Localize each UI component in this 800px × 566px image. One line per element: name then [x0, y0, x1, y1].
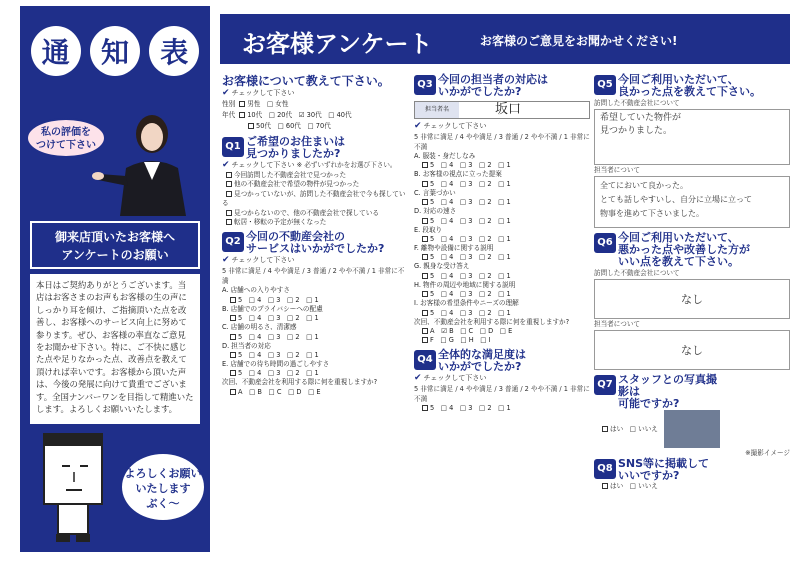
- q3-next-options-1[interactable]: [414, 327, 590, 336]
- q2-check-text: チェックして下さい: [231, 256, 295, 265]
- q3-item: C. 言葉づかい: [414, 188, 456, 197]
- q1-note: ※ 必ずいずれかをお選び下さい。: [296, 161, 397, 169]
- checkbox[interactable]: [422, 405, 428, 411]
- q3-item: A. 服装・身だしなみ: [414, 152, 476, 160]
- scale-labels: 5 □ 4 □ 3 □ 2 □ 1: [238, 332, 319, 341]
- q4-scale[interactable]: [414, 404, 590, 413]
- q2-scale[interactable]: [222, 351, 410, 360]
- checkbox[interactable]: [422, 236, 428, 242]
- checkbox[interactable]: [422, 310, 428, 316]
- rate-me-line-1: 私の評価を: [41, 127, 91, 138]
- survey-title: お客様アンケート: [242, 30, 433, 58]
- scale-labels: 5 □ 4 □ 3 □ 2 □ 1: [430, 198, 511, 207]
- q2-item: A. 店舗への入りやすさ: [222, 286, 290, 295]
- q8-title-line-2: いいですか?: [618, 469, 680, 482]
- q7-badge: Q7: [594, 375, 616, 395]
- q3-item: F. 離物や設備に関する説明: [414, 244, 494, 253]
- age-checkbox-2[interactable]: [248, 123, 254, 129]
- q2-scale-hint: 5 非常に満足 / 4 やや満足 / 3 普通 / 2 やや不満 / 1 非常に不満: [222, 267, 405, 286]
- q5-company-line: 希望していた物件が: [600, 113, 682, 123]
- survey-subtitle: お客様のご意見をお聞かせください!: [480, 34, 678, 48]
- q8-option-labels: はい □ いいえ: [610, 482, 658, 490]
- checkbox[interactable]: [422, 273, 428, 279]
- q3-scale[interactable]: [414, 290, 590, 299]
- q3-scale[interactable]: [414, 235, 590, 244]
- next-option-labels: F □ G □ H □ I: [430, 336, 491, 345]
- age-checkbox[interactable]: [239, 112, 245, 118]
- gender-checkbox[interactable]: [239, 101, 245, 107]
- next-option-labels: A □ B □ C □ D □ E: [238, 387, 321, 396]
- checkbox[interactable]: [230, 315, 236, 321]
- q2-scale[interactable]: [222, 296, 410, 305]
- scale-labels: 5 □ 4 □ 3 □ 2 □ 1: [430, 179, 511, 188]
- scale-labels: 5 □ 4 □ 3 □ 2 □ 1: [238, 351, 319, 360]
- q5-heading: [594, 74, 790, 98]
- q4-check: [414, 373, 590, 384]
- q7-heading: [594, 374, 722, 410]
- next-option-labels: A ☑ B □ C □ D □ E: [430, 327, 513, 336]
- q2-item: C. 店舗の明るさ、清潔感: [222, 323, 297, 332]
- q1-option-label: 見つかっていないが、訪問した不動産会社で今も探している: [222, 189, 406, 208]
- q3-item: I. お客様の希望条件やニーズの理解: [414, 299, 519, 308]
- q8-title-line-1: SNS等に掲載して: [618, 457, 710, 470]
- notice-char-2: 知: [90, 26, 140, 76]
- intro-heading-line-1: 御来店頂いたお客様へ: [54, 230, 175, 244]
- column-feedback: [594, 74, 790, 491]
- check-mark-icon: ✔: [222, 88, 230, 98]
- customer-section-title: お客様について教えて下さい。: [222, 74, 390, 88]
- scale-labels: 5 □ 4 □ 3 □ 2 □ 1: [430, 253, 511, 262]
- survey-sheet: [6, 6, 794, 560]
- greeting-line-1: よろしくお願い: [124, 467, 202, 480]
- rate-me-line-2: つけて下さい: [36, 140, 96, 151]
- checkbox[interactable]: [422, 254, 428, 260]
- q3-scale[interactable]: [414, 198, 590, 207]
- checkbox[interactable]: [230, 334, 236, 340]
- q1-option[interactable]: [222, 190, 410, 209]
- q4-scale-hint: 5 非常に満足 / 4 やや満足 / 3 普通 / 2 やや不満 / 1 非常に不満: [414, 385, 590, 404]
- q3-badge: Q3: [414, 75, 436, 95]
- staff-name-value: 坂口: [495, 102, 522, 117]
- checkbox[interactable]: [226, 191, 232, 197]
- checkbox[interactable]: [230, 297, 236, 303]
- q1-check-text: チェックして下さい: [231, 161, 295, 169]
- age-options-1: 10代 □ 20代 ☑ 30代 □ 40代: [247, 111, 352, 119]
- q5-staff-line: とても話しやすいし、自分に立場に立って: [600, 195, 752, 204]
- q5-badge: Q5: [594, 75, 616, 95]
- q6-company-label: 訪問した不動産会社について: [594, 269, 680, 277]
- checkbox[interactable]: [422, 181, 428, 187]
- q2-item: D. 担当者の対応: [222, 341, 271, 350]
- q2-item: E. 店舗での待ち時間の過ごしやすさ: [222, 360, 330, 369]
- gender-label: 性別: [222, 100, 236, 108]
- intro-heading-line-2: アンケートのお願い: [61, 248, 169, 262]
- q8-heading: [594, 458, 790, 482]
- q1-option[interactable]: [222, 209, 410, 218]
- q3-scale[interactable]: [414, 309, 590, 318]
- check-mark-icon: ✔: [414, 121, 422, 131]
- checkbox[interactable]: [422, 291, 428, 297]
- q3-scale[interactable]: [414, 180, 590, 189]
- scale-labels: 5 □ 4 □ 3 □ 2 □ 1: [430, 404, 511, 413]
- check-mark-icon: ✔: [222, 160, 230, 170]
- q4-title-line-1: 全体的な満足度は: [438, 348, 526, 362]
- q1-option[interactable]: [222, 180, 410, 189]
- q2-scale[interactable]: [222, 314, 410, 323]
- q2-title-line-1: 今回の不動産会社の: [246, 230, 345, 244]
- q1-option[interactable]: [222, 171, 410, 180]
- q5-title-line-1: 今回ご利用いただいて、: [618, 73, 739, 86]
- q5-company-answer[interactable]: [594, 109, 790, 165]
- q5-title-line-2: 良かった点を教えて下さい。: [618, 85, 761, 98]
- checkbox[interactable]: [422, 337, 428, 343]
- q2-item: B. 店舗でのプライバシーへの配慮: [222, 304, 323, 313]
- q3-item: H. 物件の周辺や地域に関する説明: [414, 280, 516, 289]
- photo-caption: ※撮影イメージ: [745, 449, 790, 457]
- age-label: 年代: [222, 111, 236, 119]
- gender-row: [222, 99, 410, 110]
- q5-staff-line: 物事を進めて下さいました。: [600, 209, 704, 218]
- mascot-character: [36, 426, 114, 546]
- checkbox[interactable]: [230, 389, 236, 395]
- scale-labels: 5 □ 4 □ 3 □ 2 □ 1: [238, 369, 319, 378]
- age-options-2: 50代 □ 60代 □ 70代: [256, 122, 331, 130]
- q2-scale[interactable]: [222, 333, 410, 342]
- q3-item: D. 対応の速さ: [414, 207, 457, 216]
- check-instruction-text: チェックして下さい: [231, 89, 295, 97]
- q6-staff-label: 担当者について: [594, 320, 641, 328]
- q6-title-line-2: 悪かった点や改善した方が: [618, 243, 750, 256]
- staff-name-label: 担当者名: [415, 102, 459, 118]
- q4-check-text: チェックして下さい: [423, 374, 487, 383]
- staff-name-field[interactable]: [414, 101, 590, 119]
- column-customer: [222, 74, 410, 397]
- q5-company-label: 訪問した不動産会社について: [594, 99, 680, 107]
- q6-badge: Q6: [594, 233, 616, 253]
- q2-heading: [222, 231, 410, 255]
- q6-staff-answer[interactable]: なし: [594, 330, 790, 370]
- gender-options: 男性 □ 女性: [247, 100, 289, 108]
- checkbox[interactable]: [230, 352, 236, 358]
- intro-heading: [30, 221, 200, 269]
- checkbox[interactable]: [422, 328, 428, 334]
- intro-message: 本日はご契約ありがとうございます。当店はお客さまのお声もお客様の生の声にしっかり耳を傾け、ご指摘頂いた点を改善し、お客様へのサービス向上に努めて参ります。ぜひ、お客様の率直なご意見をお聞かせ下さい。特に、ご不快に感じた点や足りなかった点、改善点を教えて頂ければ幸いです。お客様から頂いた声は、今後の発展に向けて貴重でございます。全国ナンバーワンを目指して精進いたします。よろしくお願いいたします。: [30, 274, 200, 424]
- notice-char-3: 表: [149, 26, 199, 76]
- q1-option-label: 今回訪問した不動産会社で見つかった: [234, 171, 347, 179]
- q1-title-line-1: ご希望のお住まいは: [246, 135, 345, 148]
- scale-labels: 5 □ 4 □ 3 □ 2 □ 1: [430, 308, 511, 317]
- q1-heading: [222, 136, 410, 160]
- notice-title: [26, 26, 204, 76]
- q3-title-line-1: 今回の担当者の対応は: [438, 73, 548, 86]
- scale-labels: 5 □ 4 □ 3 □ 2 □ 1: [430, 161, 511, 170]
- q2-title-line-2: サービスはいかがでしたか?: [246, 242, 385, 256]
- q1-option-label: 見つからないので、他の不動産会社で探している: [234, 208, 379, 217]
- q1-badge: Q1: [222, 137, 244, 157]
- q1-option[interactable]: [222, 218, 410, 227]
- left-panel: [20, 6, 210, 552]
- q4-badge: Q4: [414, 350, 436, 370]
- q3-item: E. 段取り: [414, 225, 443, 234]
- q2-check: [222, 255, 410, 266]
- q3-scale-hint: 5 非常に満足 / 4 やや満足 / 3 普通 / 2 やや不満 / 1 非常に不満: [414, 133, 590, 151]
- check-instruction: [222, 88, 410, 99]
- q1-title-line-2: 見つかりましたか?: [246, 147, 341, 160]
- staff-woman-illustration: [90, 106, 200, 216]
- q7-title-line-2: 可能ですか?: [618, 397, 680, 410]
- q7-title-line-1: スタッフとの写真撮影は: [618, 373, 717, 398]
- q3-title-line-2: いかがでしたか?: [438, 85, 522, 98]
- q6-heading: [594, 232, 790, 268]
- checkbox[interactable]: [226, 172, 232, 178]
- checkbox[interactable]: [422, 162, 428, 168]
- q3-scale[interactable]: [414, 217, 590, 226]
- checkbox[interactable]: [226, 181, 232, 187]
- q1-option-label: 他の不動産会社で希望の物件が見つかった: [234, 180, 360, 189]
- q2-next-question: 次回、不動産会社を利用する際に何を重視しますか?: [222, 378, 378, 387]
- check-mark-icon: ✔: [414, 373, 422, 384]
- q8-options[interactable]: [594, 482, 790, 491]
- greeting-line-3: ぶく〜: [146, 497, 180, 510]
- q3-next-options-2[interactable]: [414, 336, 590, 345]
- checkbox[interactable]: [602, 483, 608, 489]
- q7-options[interactable]: [594, 410, 790, 448]
- scale-labels: 5 □ 4 □ 3 □ 2 □ 1: [238, 295, 319, 304]
- q2-badge: Q2: [222, 232, 244, 252]
- survey-header: [220, 14, 790, 64]
- checkbox[interactable]: [226, 210, 232, 216]
- q3-scale[interactable]: [414, 272, 590, 281]
- scale-labels: 5 □ 4 □ 3 □ 2 □ 1: [238, 314, 319, 323]
- q1-option-label: 転居・移転の予定が無くなった: [234, 218, 327, 227]
- q4-title-line-2: いかがでしたか?: [438, 360, 522, 374]
- q7-option-labels: はい □ いいえ: [610, 425, 658, 433]
- q3-heading: [414, 74, 590, 98]
- q3-next-question: 次回、不動産会社を利用する際に何を重視しますか?: [414, 317, 570, 326]
- checkbox[interactable]: [602, 426, 608, 432]
- q8-badge: Q8: [594, 459, 616, 479]
- greeting-bubble: [120, 452, 206, 522]
- q6-title-line-1: 今回ご利用いただいて、: [618, 231, 739, 244]
- q5-company-line: 見つかりました。: [600, 126, 673, 136]
- age-row: [222, 110, 410, 121]
- checkbox[interactable]: [422, 199, 428, 205]
- checkbox[interactable]: [226, 219, 232, 225]
- q3-check-text: チェックして下さい: [423, 122, 487, 130]
- checkbox[interactable]: [230, 370, 236, 376]
- q5-staff-label: 担当者について: [594, 166, 641, 174]
- q4-heading: [414, 349, 590, 373]
- scale-labels: 5 □ 4 □ 3 □ 2 □ 1: [430, 271, 511, 280]
- notice-char-1: 通: [31, 26, 81, 76]
- checkbox[interactable]: [422, 218, 428, 224]
- scale-labels: 5 □ 4 □ 3 □ 2 □ 1: [430, 290, 511, 299]
- check-mark-icon: ✔: [222, 255, 230, 266]
- scale-labels: 5 □ 4 □ 3 □ 2 □ 1: [430, 235, 511, 244]
- q3-item: G. 親身な受け答え: [414, 262, 470, 271]
- age-row-2: [222, 121, 410, 132]
- scale-labels: 5 □ 4 □ 3 □ 2 □ 1: [430, 216, 511, 225]
- greeting-line-2: いたします: [135, 482, 191, 495]
- q3-item: B. お客様の視点に立った提案: [414, 170, 502, 179]
- q5-staff-line: 全てにおいて良かった。: [600, 181, 688, 190]
- column-staff: [414, 74, 590, 413]
- q1-check: [222, 160, 410, 171]
- q5-staff-answer[interactable]: [594, 176, 790, 228]
- sample-photo-image: [664, 410, 720, 448]
- q6-company-answer[interactable]: なし: [594, 279, 790, 319]
- q2-next-options[interactable]: [222, 388, 410, 397]
- q3-check: [414, 121, 590, 132]
- q6-title-line-3: いい点を教えて下さい。: [618, 255, 739, 268]
